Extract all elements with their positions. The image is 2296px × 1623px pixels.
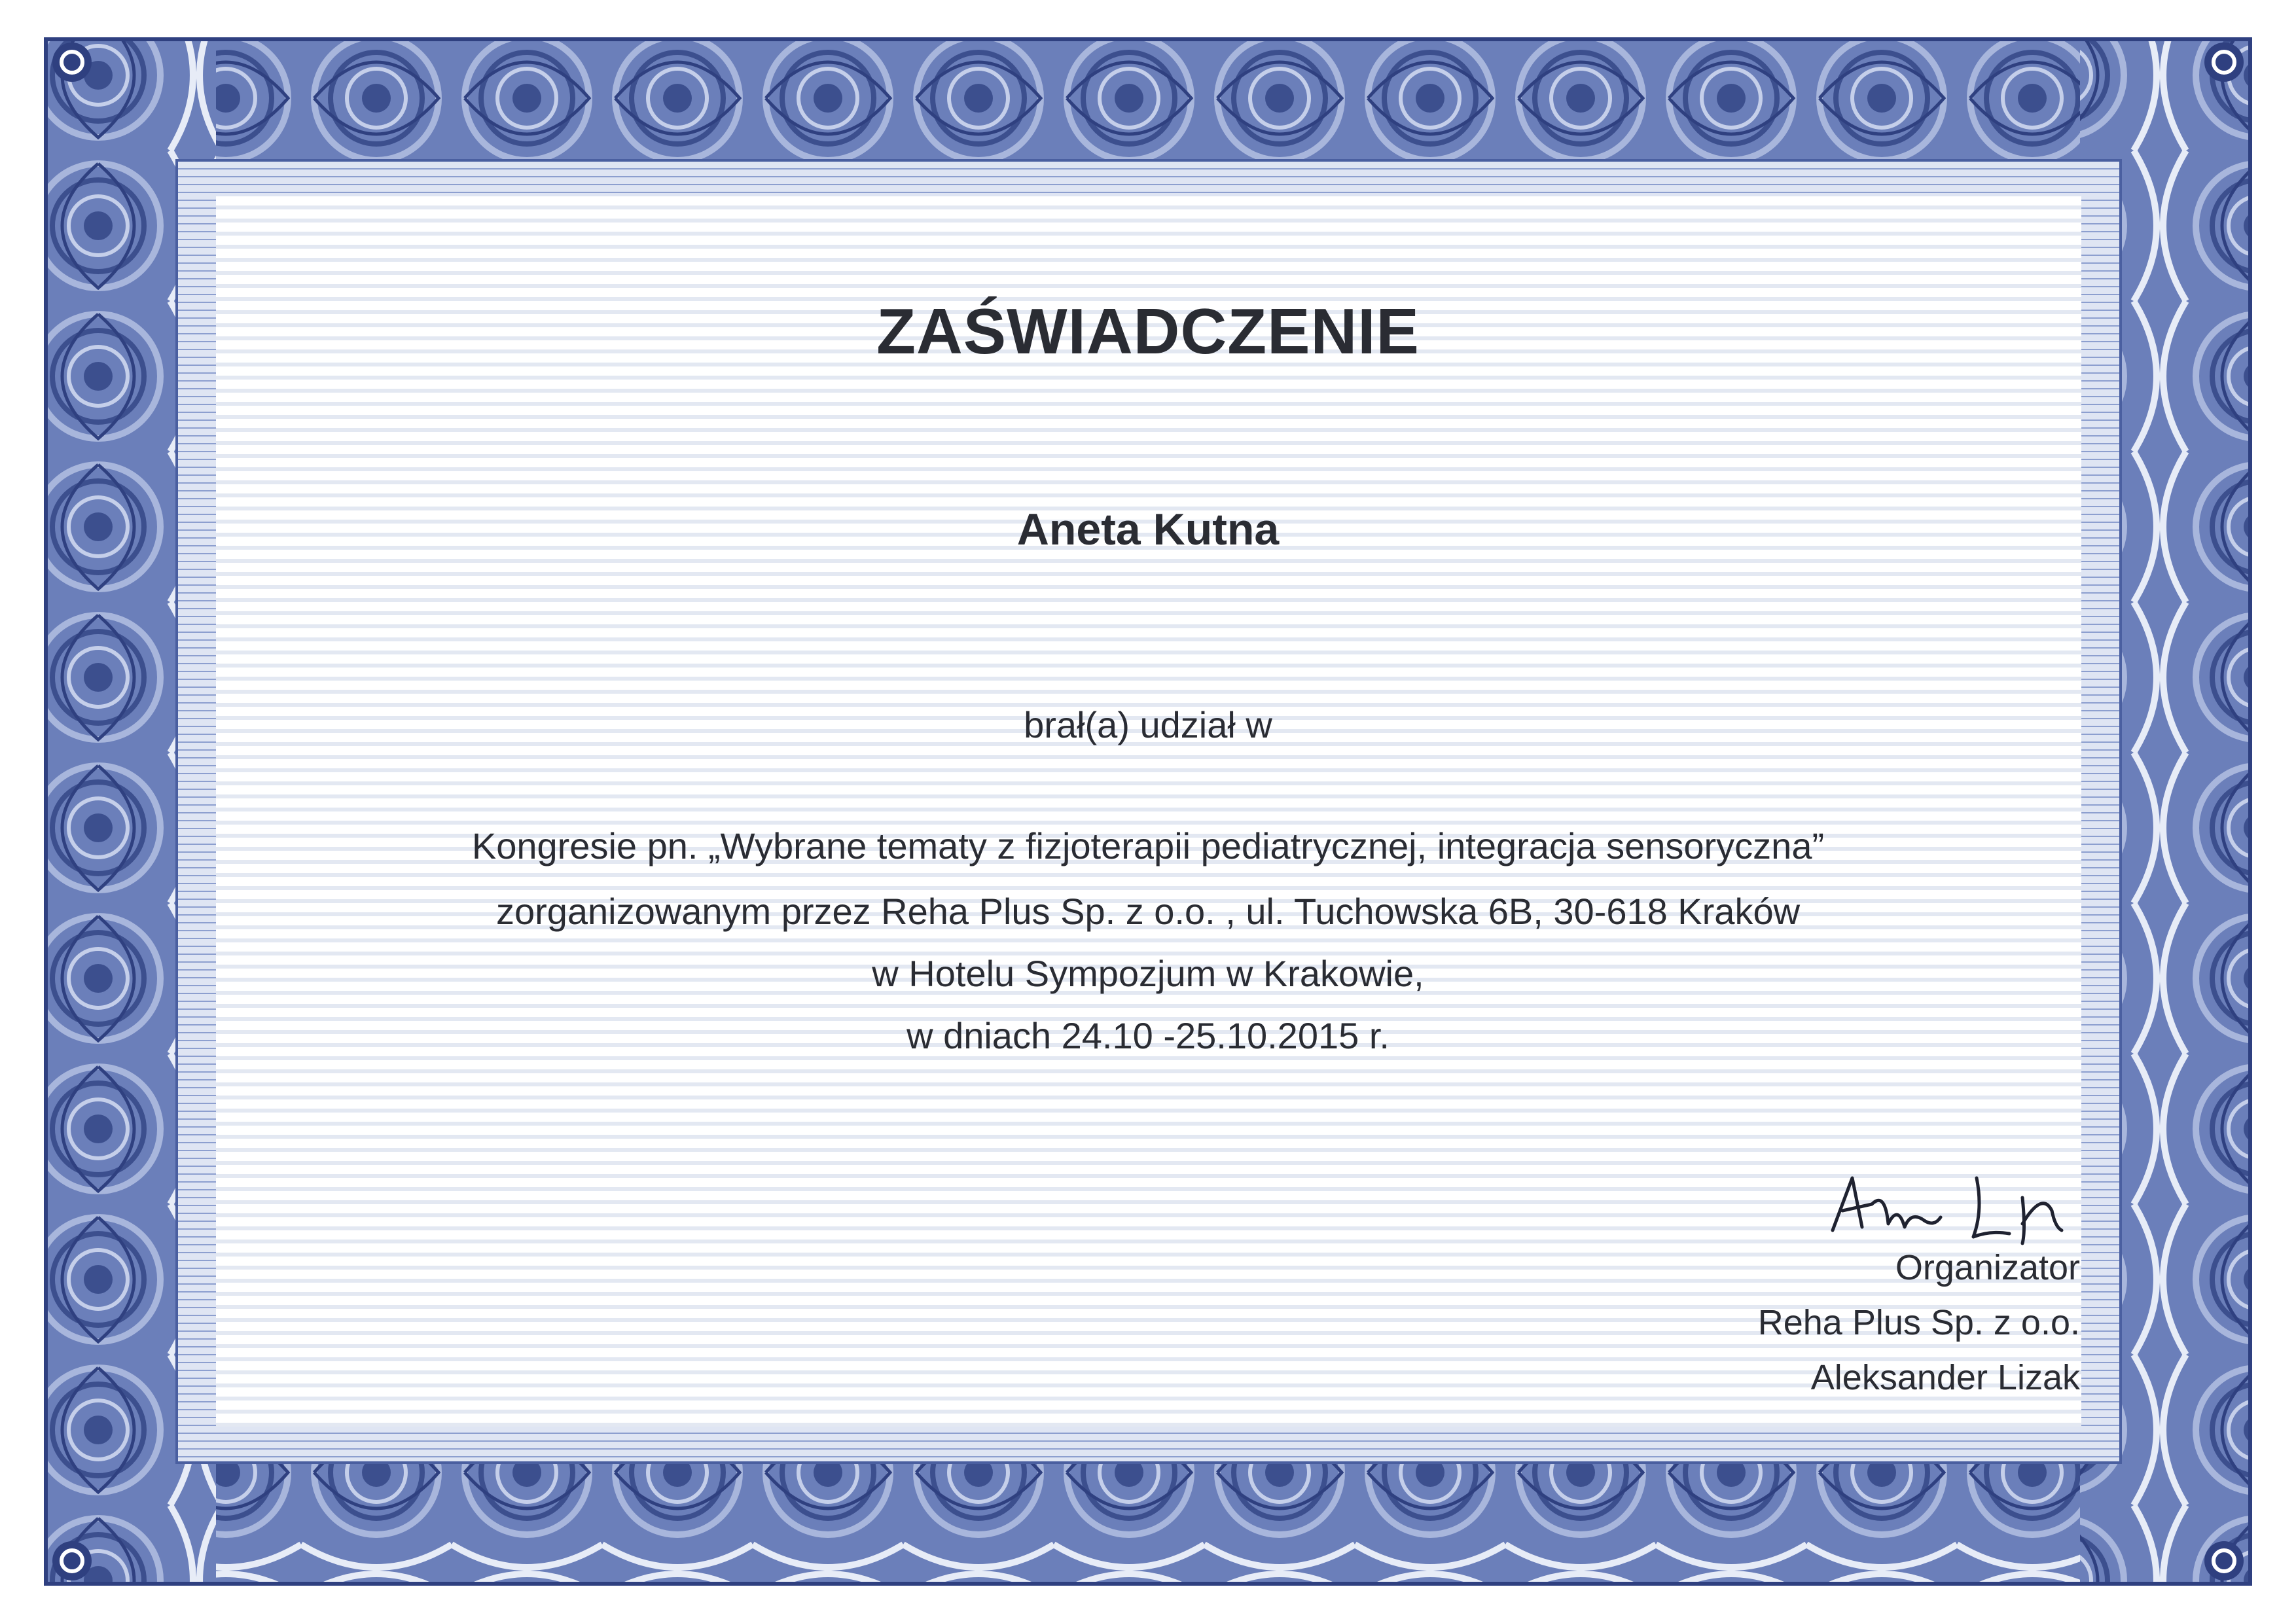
organizer-block [1758, 1240, 2080, 1405]
participation-text: brał(a) udział w [1024, 704, 1272, 745]
organizer-name: Aleksander Lizak [1810, 1358, 2080, 1397]
venue-line: w Hotelu Sympozjum w Krakowie, [872, 953, 1424, 994]
event-line: Kongresie pn. „Wybrane tematy z fizjoterapii pediatrycznej, integracja sensoryczna” [471, 825, 1825, 866]
organizer-company: Reha Plus Sp. z o.o. [1757, 1303, 2080, 1342]
dates-line: w dniach 24.10 -25.10.2015 r. [906, 1015, 1390, 1056]
certificate-title: ZAŚWIADCZENIE [876, 295, 1420, 367]
recipient-name: Aneta Kutna [1016, 505, 1280, 554]
organizer-line: zorganizowanym przez Reha Plus Sp. z o.o. , ul. Tuchowska 6B, 30-618 Kraków [495, 891, 1801, 932]
organizer-role: Organizator [1895, 1248, 2080, 1287]
signature [1826, 1165, 2108, 1250]
